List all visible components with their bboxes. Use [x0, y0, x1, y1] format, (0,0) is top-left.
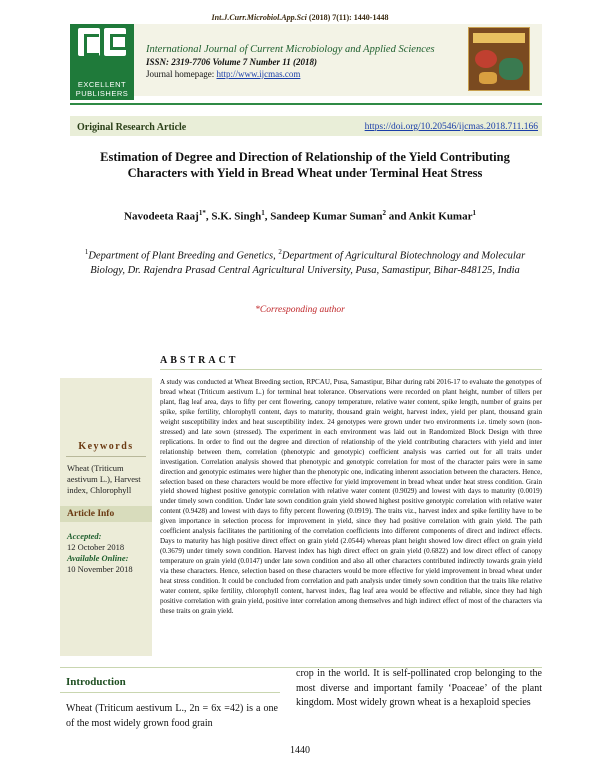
body-column-right: crop in the world. It is self-pollinated crop belonging to the most diverse and important family ‘Poaceae’ of the plant kingdom. Most widely grown wheat is a hexaploid species — [296, 668, 542, 708]
cover-shape — [479, 72, 497, 84]
abstract-body: A study was conducted at Wheat Breeding section, RPCAU, Pusa, Samastipur, Bihar during rabi 2016-17 to evaluate the genotypes of bread wheat (Triticum aestivum L.) for terminal heat tolerance. Observations were recorded on plant height, number of tillers per plant, flag leaf area, days to fifty per cent flowering, canopy temperature, relative water content, spike length, number of grains per spike, spike fertility, chlorophyll content, days to maturity, thousand grain weight, harvest index, yield per plant, thousand grain weight susceptibility index and heat susceptibility index. 24 genotypes were grown under two environments i.e. timely sown (non-stressed) and late sown (stressed). The experiment in each environment was laid out in Randomized Block Design with three replications. In order to find out the degree and direction of relationship of the yield contributing characters with yield and inter relationship between them, correlation (phenotypic and genotypic) coefficient analysis was carried out for all traits under investigation. Correlation analysis showed that phenotypic and genotypic correlation for most of the character pairs were in same direction and genotypic estimates were higher than the phenotypic one, indicating inherent association between the characters. Hence, selection based on these characters would be more effective for yield improvement in bread wheat under heat stress condition. Grain yield showed highest positive genotypic correlation with relative water content (0.9029) and lowest with days to maturity (0.0019) under timely sown condition. Under late sown condition grain yield showed highest positive genotypic correlation with relative water content (0.9428) and lowest with days to fifty percent flowering (0.0919). The traits viz., harvest index and spike fertility have to be given importance in selection process for improvement in yield, since they had positive correlation with grain yield. The path coefficient analysis facilitates the partitioning of the correlation coefficients into different components of direct and indirect effects. Days to maturity has high positive direct effect on grain yield (2.0544) whereas plant height showed low direct effect on grain yield (0.3679) under timely sown condition. Harvest index has high direct effect on grain yield (0.6822) and low direct effect of canopy temperature on grain yield (0.0147) under late sown condition and also all other characters contributed indirectly towards grain yield via these characters. Hence, selection based on these characters would be more effective for yield improvement in bread wheat under heat stress condition. It could be concluded from correlation and path analysis under timely sown condition that the traits like relative water content, spike fertility, chlorophyll content, harvest index, flag leaf area would be effective and reliable, since they had high positive correlation with grain yield, positive inter correlation among themselves and high indirect effect of most of the characters via these traits on grain yield. — [160, 378, 542, 615]
logo-e-icon — [78, 28, 100, 56]
author-list — [0, 209, 600, 223]
affiliation-superscript: 2 — [278, 248, 282, 256]
homepage-label: Journal homepage: — [146, 69, 217, 79]
keywords-heading: Keywords — [78, 441, 134, 452]
article-type: Original Research Article — [77, 122, 187, 133]
affiliations — [75, 245, 535, 278]
abstract-heading: ABSTRACT — [160, 355, 239, 366]
journal-citation — [0, 13, 600, 22]
journal-name: International Journal of Current Microbiology and Applied Sciences — [146, 44, 435, 55]
author-name: , Sandeep Kumar Suman — [264, 210, 383, 223]
issn-line: ISSN: 2319-7706 Volume 7 Number 11 (2018) — [146, 57, 318, 67]
author-name: , S.K. Singh — [205, 210, 262, 223]
cover-shape — [475, 50, 497, 68]
author-name: and Ankit Kumar — [385, 210, 473, 223]
logo-p-icon — [104, 28, 126, 56]
introduction-heading: Introduction — [66, 676, 126, 688]
keywords-divider — [66, 456, 146, 457]
abstract-divider — [160, 369, 542, 370]
online-date: 10 November 2018 — [67, 564, 133, 574]
keywords-list: Wheat (Triticum aestivum L.), Harvest index, Chlorophyll — [67, 463, 141, 495]
affiliation-2: Department of Agricultural Biotechnology and Molecular Biology, Dr. Rajendra Prasad Central Agricultural University, Pusa, Samastipur, Bihar-848125, India — [90, 250, 526, 276]
cover-shape — [499, 58, 523, 80]
article-info-heading: Article Info — [67, 509, 115, 519]
accepted-label: Accepted: — [67, 531, 102, 541]
homepage-link[interactable]: http://www.ijcmas.com — [216, 69, 301, 79]
author-superscript: 2 — [382, 209, 386, 217]
affiliation-superscript: 1 — [84, 248, 89, 256]
citation-rest: (2018) 7(11): 1440-1448 — [306, 13, 389, 22]
page-number: 1440 — [290, 745, 310, 756]
header-divider — [70, 103, 542, 105]
author-superscript: 1 — [261, 209, 265, 217]
citation-journal: Int.J.Curr.Microbiol.App.Sci — [211, 13, 307, 22]
accepted-date: 12 October 2018 — [67, 542, 125, 552]
publisher-logo — [70, 24, 134, 100]
doi-link[interactable]: https://doi.org/10.20546/ijcmas.2018.711.166 — [364, 122, 538, 132]
corresponding-author: *Corresponding author — [255, 305, 345, 315]
journal-homepage — [146, 69, 300, 79]
author-name: Navodeeta Raaj — [124, 210, 199, 223]
journal-cover-image — [468, 27, 530, 91]
author-superscript: 1* — [198, 209, 206, 217]
article-dates — [67, 531, 151, 575]
cover-title-strip — [473, 33, 525, 43]
body-column-left: Wheat (Triticum aestivum L., 2n = 6x =42) is a one of the most widely grown food grain — [66, 703, 278, 729]
introduction-divider — [60, 692, 280, 693]
logo-text — [72, 80, 132, 98]
author-superscript: 1 — [472, 209, 476, 217]
article-title: Estimation of Degree and Direction of Relationship of the Yield Contributing Characters with Yield in Bread Wheat under Terminal Heat Stress — [100, 150, 510, 180]
logo-text-line-2: PUBLISHERS — [75, 89, 129, 98]
online-label: Available Online: — [67, 553, 129, 563]
logo-text-line-1: EXCELLENT — [77, 80, 127, 89]
affiliation-1: Department of Plant Breeding and Genetics, — [88, 250, 279, 262]
